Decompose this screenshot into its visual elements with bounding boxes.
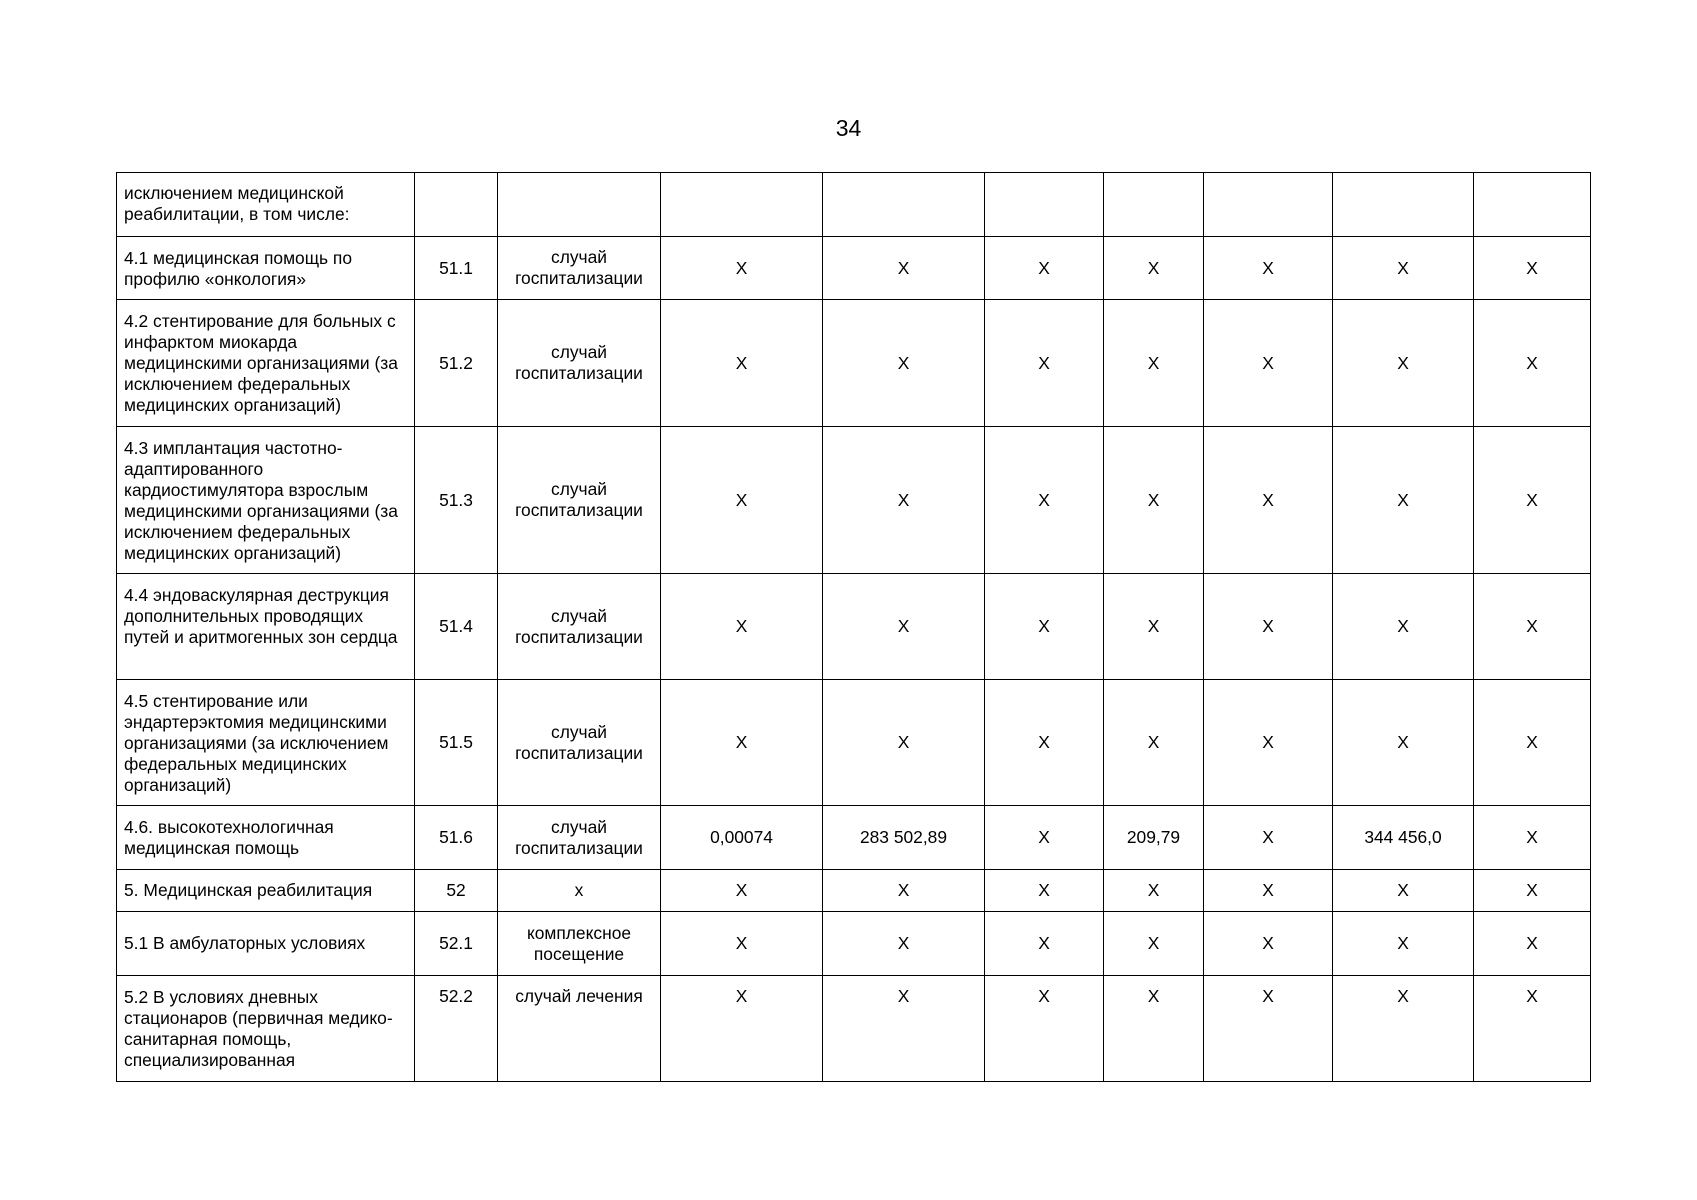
row-name-cell: 4.6. высокотехнологичная медицинская помощь	[117, 806, 415, 870]
value-cell: Х	[1474, 574, 1591, 680]
row-number-cell: 51.6	[415, 806, 498, 870]
value-cell	[1204, 173, 1333, 237]
value-cell: Х	[1204, 912, 1333, 976]
value-cell	[1104, 173, 1204, 237]
row-unit-cell: случай госпитализации	[498, 680, 661, 806]
value-cell	[1474, 173, 1591, 237]
value-cell: Х	[985, 870, 1104, 912]
row-name-cell: исключением медицинской реабилитации, в том числе:	[117, 173, 415, 237]
value-cell: Х	[1204, 806, 1333, 870]
value-cell: Х	[823, 574, 985, 680]
row-name-cell: 5.2 В условиях дневных стационаров (первичная медико-санитарная помощь, специализированная	[117, 976, 415, 1082]
value-cell: Х	[1104, 300, 1204, 427]
row-unit-cell: случай лечения	[498, 976, 661, 1082]
value-cell: Х	[823, 300, 985, 427]
value-cell: Х	[985, 237, 1104, 300]
value-cell: 209,79	[1104, 806, 1204, 870]
row-unit-cell: случай госпитализации	[498, 300, 661, 427]
value-cell: Х	[661, 680, 823, 806]
row-name-cell: 4.4 эндоваскулярная деструкция дополнительных проводящих путей и аритмогенных зон сердца	[117, 574, 415, 680]
value-cell: Х	[661, 976, 823, 1082]
value-cell: Х	[1104, 912, 1204, 976]
value-cell: Х	[661, 300, 823, 427]
table-row	[117, 680, 1591, 806]
row-number-cell: 51.2	[415, 300, 498, 427]
value-cell	[1333, 173, 1474, 237]
value-cell: Х	[1333, 237, 1474, 300]
row-unit-cell	[498, 173, 661, 237]
value-cell: Х	[985, 976, 1104, 1082]
row-name-cell: 4.3 имплантация частотно-адаптированного кардиостимулятора взрослым медицинскими организациями (за исключением федеральных медицинских организаций)	[117, 427, 415, 574]
value-cell: Х	[1474, 912, 1591, 976]
value-cell: Х	[1333, 912, 1474, 976]
value-cell	[823, 173, 985, 237]
row-unit-cell: случай госпитализации	[498, 574, 661, 680]
value-cell: Х	[1474, 680, 1591, 806]
row-unit-cell: комплексное посещение	[498, 912, 661, 976]
value-cell: Х	[985, 300, 1104, 427]
value-cell: Х	[985, 912, 1104, 976]
value-cell: Х	[1204, 680, 1333, 806]
value-cell: Х	[1104, 870, 1204, 912]
value-cell: Х	[1204, 427, 1333, 574]
value-cell: Х	[985, 574, 1104, 680]
value-cell: 283 502,89	[823, 806, 985, 870]
table-row	[117, 173, 1591, 237]
row-number-cell: 52	[415, 870, 498, 912]
data-table	[116, 172, 1591, 1082]
row-name-cell: 5. Медицинская реабилитация	[117, 870, 415, 912]
value-cell: Х	[1333, 680, 1474, 806]
value-cell: Х	[1333, 427, 1474, 574]
row-name-cell: 5.1 В амбулаторных условиях	[117, 912, 415, 976]
value-cell: Х	[823, 427, 985, 574]
value-cell: Х	[1104, 680, 1204, 806]
value-cell: Х	[1474, 976, 1591, 1082]
value-cell: 0,00074	[661, 806, 823, 870]
value-cell: Х	[661, 870, 823, 912]
value-cell: Х	[985, 680, 1104, 806]
row-number-cell: 52.1	[415, 912, 498, 976]
value-cell: 344 456,0	[1333, 806, 1474, 870]
value-cell: Х	[1204, 237, 1333, 300]
row-number-cell: 51.4	[415, 574, 498, 680]
row-number-cell: 51.3	[415, 427, 498, 574]
value-cell: Х	[661, 237, 823, 300]
value-cell: Х	[1333, 574, 1474, 680]
value-cell: Х	[823, 680, 985, 806]
row-name-cell: 4.5 стентирование или эндартерэктомия медицинскими организациями (за исключением федеральных медицинских организаций)	[117, 680, 415, 806]
value-cell: Х	[1104, 976, 1204, 1082]
value-cell: Х	[661, 574, 823, 680]
value-cell: Х	[1333, 870, 1474, 912]
value-cell: Х	[1333, 976, 1474, 1082]
value-cell: Х	[823, 870, 985, 912]
row-number-cell: 51.1	[415, 237, 498, 300]
value-cell: Х	[1204, 300, 1333, 427]
table-row	[117, 976, 1591, 1082]
value-cell: Х	[1204, 870, 1333, 912]
value-cell: Х	[1474, 237, 1591, 300]
value-cell: Х	[1104, 427, 1204, 574]
row-unit-cell: случай госпитализации	[498, 237, 661, 300]
value-cell: Х	[1474, 870, 1591, 912]
row-number-cell	[415, 173, 498, 237]
value-cell: Х	[1474, 300, 1591, 427]
page-number: 34	[835, 115, 862, 141]
table-body	[117, 173, 1591, 1082]
value-cell: Х	[1474, 427, 1591, 574]
value-cell: Х	[1333, 300, 1474, 427]
value-cell: Х	[1474, 806, 1591, 870]
table-row	[117, 912, 1591, 976]
row-unit-cell: х	[498, 870, 661, 912]
row-name-cell: 4.1 медицинская помощь по профилю «онкология»	[117, 237, 415, 300]
table-row	[117, 237, 1591, 300]
value-cell	[661, 173, 823, 237]
row-name-cell: 4.2 стентирование для больных с инфарктом миокарда медицинскими организациями (за исключением федеральных медицинских организаций)	[117, 300, 415, 427]
row-number-cell: 51.5	[415, 680, 498, 806]
value-cell: Х	[985, 427, 1104, 574]
table-row	[117, 806, 1591, 870]
table-row	[117, 427, 1591, 574]
value-cell: Х	[823, 912, 985, 976]
table-row	[117, 300, 1591, 427]
value-cell: Х	[661, 912, 823, 976]
value-cell: Х	[1204, 574, 1333, 680]
value-cell: Х	[985, 806, 1104, 870]
table-row	[117, 574, 1591, 680]
value-cell: Х	[823, 237, 985, 300]
value-cell: Х	[823, 976, 985, 1082]
value-cell: Х	[661, 427, 823, 574]
row-unit-cell: случай госпитализации	[498, 427, 661, 574]
value-cell: Х	[1104, 237, 1204, 300]
value-cell	[985, 173, 1104, 237]
value-cell: Х	[1104, 574, 1204, 680]
row-unit-cell: случай госпитализации	[498, 806, 661, 870]
table-row	[117, 870, 1591, 912]
row-number-cell: 52.2	[415, 976, 498, 1082]
value-cell: Х	[1204, 976, 1333, 1082]
